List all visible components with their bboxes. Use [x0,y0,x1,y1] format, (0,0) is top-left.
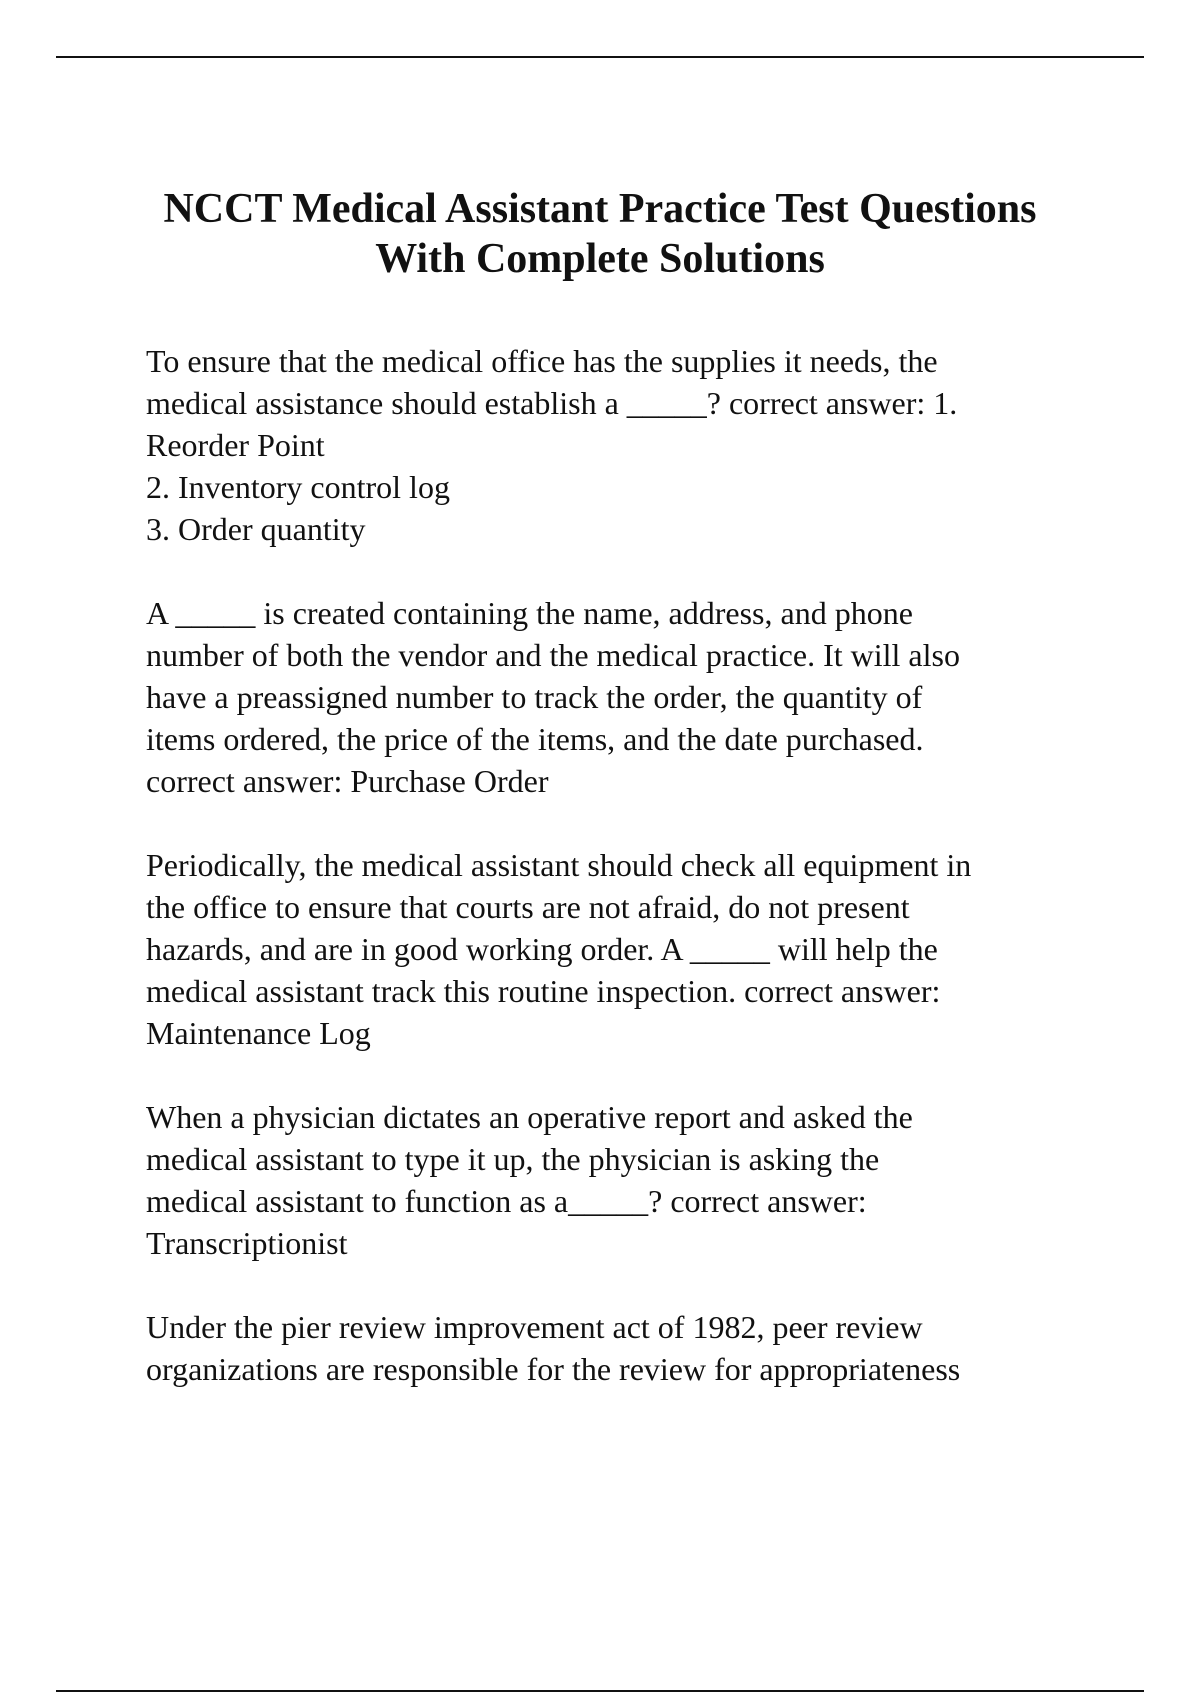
question-3-line-1: Periodically, the medical assistant should check all equipment in [146,847,972,883]
question-4-line-2: medical assistant to type it up, the physician is asking the [146,1141,880,1177]
question-1-line-3: Reorder Point [146,427,325,463]
question-1-line-5: 3. Order quantity [146,511,366,547]
question-3-line-5: Maintenance Log [146,1015,371,1051]
question-2-line-4: items ordered, the price of the items, and the date purchased. [146,721,924,757]
title-line-1: NCCT Medical Assistant Practice Test Questions [163,186,1037,232]
question-4-line-3: medical assistant to function as a_____? correct answer: [146,1183,867,1219]
question-block-2 [146,592,1106,802]
question-2-line-3: have a preassigned number to track the order, the quantity of [146,679,923,715]
question-2-line-1: A _____ is created containing the name, address, and phone [146,595,913,631]
question-block-5 [146,1306,1106,1390]
title-line-2: With Complete Solutions [375,236,825,282]
question-3-line-4: medical assistant track this routine inspection. correct answer: [146,973,941,1009]
question-1-line-1: To ensure that the medical office has the supplies it needs, the [146,343,938,379]
question-5-line-1: Under the pier review improvement act of 1982, peer review [146,1309,923,1345]
question-4-line-4: Transcriptionist [146,1225,348,1261]
footer-rule [56,1690,1144,1692]
question-2-line-5: correct answer: Purchase Order [146,763,549,799]
document-body [146,340,1106,1432]
question-1-line-4: 2. Inventory control log [146,469,450,505]
question-3-line-2: the office to ensure that courts are not afraid, do not present [146,889,910,925]
header-rule [56,56,1144,58]
question-3-line-3: hazards, and are in good working order. A _____ will help the [146,931,938,967]
question-5-line-2: organizations are responsible for the review for appropriateness [146,1351,961,1387]
question-block-4 [146,1096,1106,1264]
document-title [100,184,1100,284]
question-1-line-2: medical assistance should establish a _____? correct answer: 1. [146,385,958,421]
question-block-3 [146,844,1106,1054]
question-4-line-1: When a physician dictates an operative report and asked the [146,1099,913,1135]
question-block-1 [146,340,1106,550]
question-2-line-2: number of both the vendor and the medical practice. It will also [146,637,960,673]
